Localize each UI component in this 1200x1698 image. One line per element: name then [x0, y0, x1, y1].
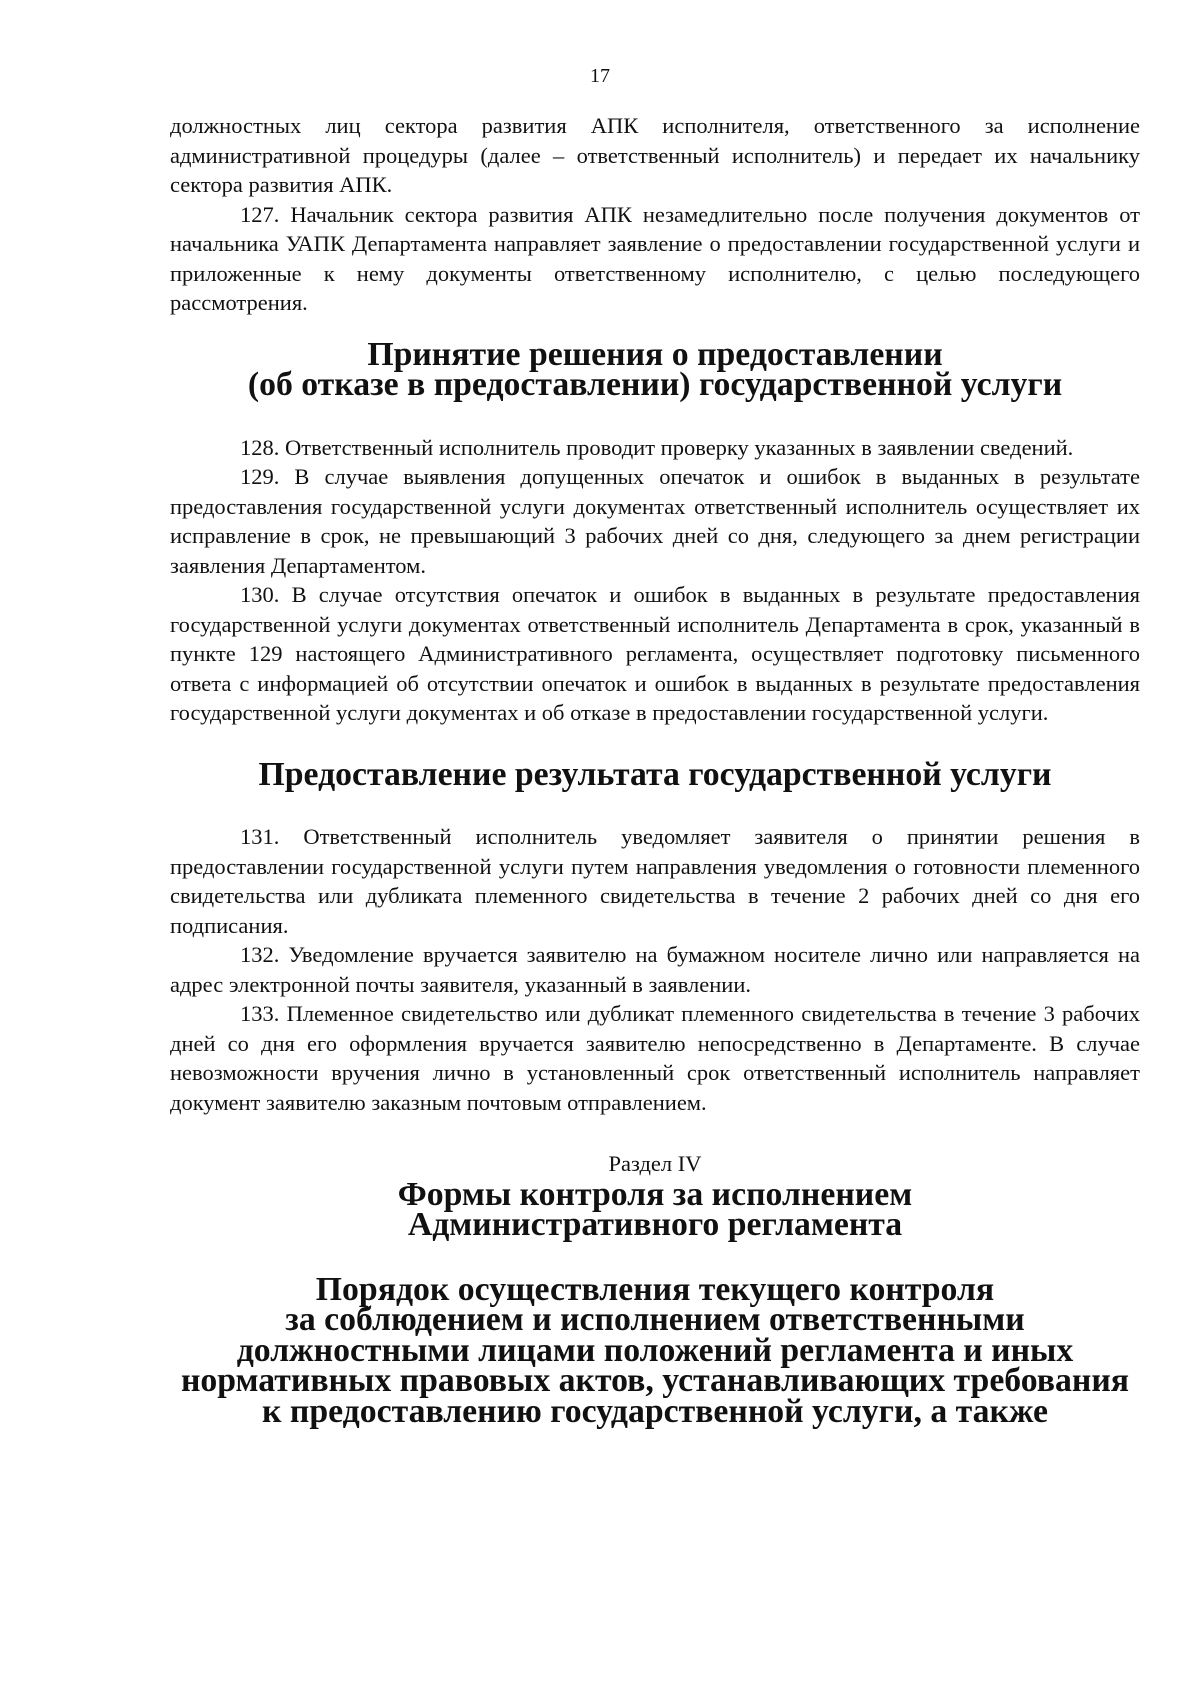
paragraph-131: 131. Ответственный исполнитель уведомляет заявителя о принятии решения в предоставлении государственной услуги путем направления уведомления о готовности племенного свидетельства или дубликата племенного свидетельства в течение 2 рабочих дней со дня его подписания.	[170, 824, 1140, 938]
paragraph-127: 127. Начальник сектора развития АПК незамедлительно после получения документов от начальника УАПК Департамента направляет заявление о предоставлении государственной услуги и приложенные к нему документы ответственному исполнителю, с целью последующего рассмотрения.	[170, 201, 1140, 315]
intro-paragraph: должностных лиц сектора развития АПК исполнителя, ответственного за исполнение административной процедуры (далее – ответственный исполнитель) и передает их начальнику сектора развития АПК.	[170, 113, 1140, 197]
heading-result: Предоставление результата государственной услуги	[258, 755, 1052, 793]
paragraph-132: 132. Уведомление вручается заявителю на бумажном носителе лично или направляется на адрес электронной почты заявителя, указанный в заявлении.	[170, 942, 1140, 997]
section-title-line2: Административного регламента	[407, 1206, 903, 1243]
heading-control	[170, 1270, 1140, 1430]
heading-decision	[170, 335, 1140, 403]
document-body	[170, 111, 1140, 1430]
paragraph-128: 128. Ответственный исполнитель проводит проверку указанных в заявлении сведений.	[240, 434, 1074, 460]
paragraph-129: 129. В случае выявления допущенных опечаток и ошибок в выданных в результате предоставления государственной услуги документах ответственный исполнитель осуществляет их исправление в срок, не превышающий 3 рабочих дней со дня, следующего за днем регистрации заявления Департаментом.	[170, 464, 1140, 578]
section-label: Раздел IV	[608, 1151, 702, 1176]
paragraph-130: 130. В случае отсутствия опечаток и ошибок в выданных в результате предоставления государственной услуги документах ответственный исполнитель Департамента в срок, указанный в пункте 129 настоящего Административного регламента, осуществляет подготовку письменного ответа с информацией об отсутствии опечаток и ошибок в выданных в результате предоставления государственной услуги документах и об отказе в предоставлении государственной услуги.	[170, 582, 1140, 725]
heading-decision-line2: (об отказе в предоставлении) государственной услуги	[247, 366, 1063, 403]
heading-control-line5: к предоставлению государственной услуги, а также	[262, 1392, 1048, 1430]
heading-decision-line1: Принятие решения о предоставлении	[367, 335, 943, 373]
page-number: 17	[590, 65, 610, 87]
section-title-line1: Формы контроля за исполнением	[397, 1175, 913, 1213]
heading-control-line1: Порядок осуществления текущего контроля	[315, 1270, 995, 1308]
paragraph-133: 133. Племенное свидетельство или дубликат племенного свидетельства в течение 3 рабочих дней со дня его оформления вручается заявителю непосредственно в Департаменте. В случае невозможности вручения лично в установленный срок ответственный исполнитель направляет документ заявителю заказным почтовым отправлением.	[170, 1001, 1140, 1115]
heading-control-line4: нормативных правовых актов, устанавливающих требования	[180, 1362, 1130, 1399]
heading-control-line3: должностными лицами положений регламента и иных	[236, 1331, 1074, 1369]
section-title	[170, 1175, 1140, 1243]
heading-control-line2: за соблюдением и исполнением ответственными	[285, 1301, 1025, 1338]
